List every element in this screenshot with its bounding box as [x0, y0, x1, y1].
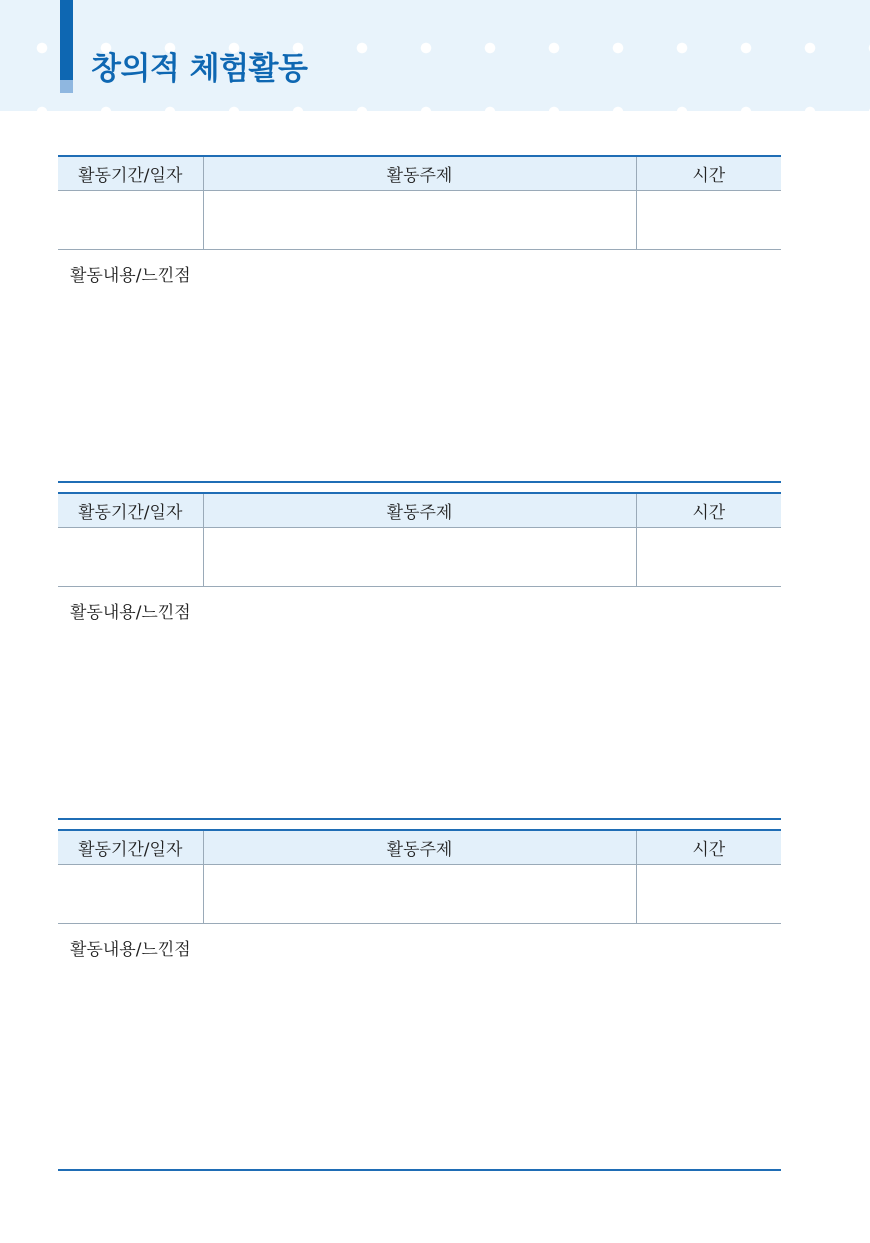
column-header-topic: 활동주제 [203, 493, 636, 528]
topic-cell[interactable] [203, 191, 636, 250]
period-cell[interactable] [58, 865, 203, 924]
activity-record-2 [58, 481, 781, 811]
content-writing-area[interactable] [58, 967, 781, 1157]
table-row [58, 528, 781, 587]
header-accent-block [60, 80, 73, 93]
column-header-period: 활동기간/일자 [58, 830, 203, 865]
activity-record-table [58, 829, 781, 924]
column-header-time: 시간 [636, 830, 781, 865]
content-label: 활동내용/느낀점 [70, 940, 191, 960]
period-cell[interactable] [58, 528, 203, 587]
activity-record-table [58, 492, 781, 587]
column-header-topic: 활동주제 [203, 156, 636, 191]
column-header-time: 시간 [636, 493, 781, 528]
table-header-row [58, 493, 781, 528]
column-header-period: 활동기간/일자 [58, 156, 203, 191]
period-cell[interactable] [58, 191, 203, 250]
time-cell[interactable] [636, 865, 781, 924]
table-header-row [58, 830, 781, 865]
time-cell[interactable] [636, 528, 781, 587]
table-row [58, 191, 781, 250]
topic-cell[interactable] [203, 528, 636, 587]
time-cell[interactable] [636, 191, 781, 250]
page-header-band [0, 0, 870, 111]
section-divider [58, 818, 781, 820]
content-writing-area[interactable] [58, 630, 781, 810]
content-label: 활동내용/느낀점 [70, 266, 191, 286]
column-header-topic: 활동주제 [203, 830, 636, 865]
content-writing-area[interactable] [58, 293, 781, 473]
table-row [58, 865, 781, 924]
table-header-row [58, 156, 781, 191]
footer-divider [58, 1169, 781, 1171]
column-header-period: 활동기간/일자 [58, 493, 203, 528]
topic-cell[interactable] [203, 865, 636, 924]
page-title: 창의적 체험활동 [91, 51, 308, 87]
section-divider [58, 481, 781, 483]
header-accent-bar [60, 0, 73, 80]
activity-record-3 [58, 818, 781, 1163]
activity-record-1 [58, 155, 781, 475]
activity-record-table [58, 155, 781, 250]
column-header-time: 시간 [636, 156, 781, 191]
content-label: 활동내용/느낀점 [70, 603, 191, 623]
